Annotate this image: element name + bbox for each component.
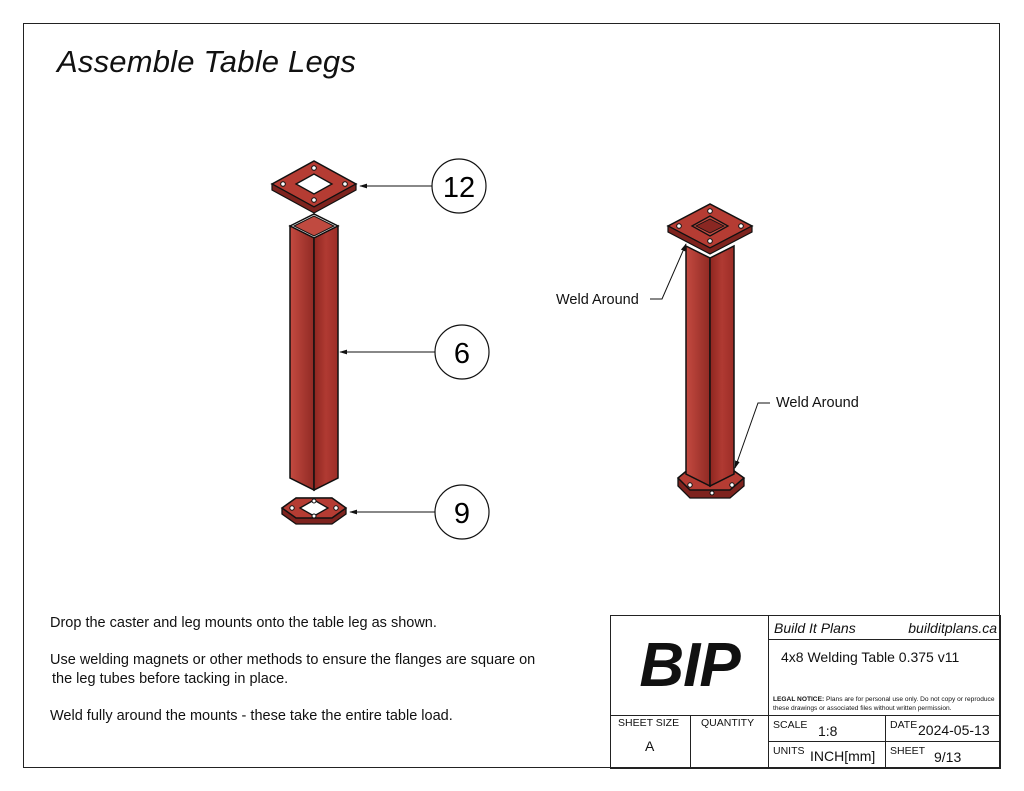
leg-tube-part [290, 214, 338, 490]
sheet-number-value: 9/13 [934, 749, 962, 765]
note-1: Drop the caster and leg mounts onto the table leg as shown. [50, 615, 437, 631]
sheet-size-value: A [645, 738, 655, 754]
description-cell [768, 639, 1001, 716]
balloon-6-label: 6 [453, 338, 471, 370]
sheet-size-label: SHEET SIZE [618, 717, 680, 729]
assembly-notes [50, 614, 610, 744]
units-label: UNITS [773, 745, 805, 757]
date-value: 2024-05-13 [918, 722, 990, 738]
title-block [610, 615, 1000, 768]
date-label: DATE [890, 719, 918, 731]
company-website: builditplans.ca [908, 620, 997, 636]
drawing-description: 4x8 Welding Table 0.375 v11 [781, 649, 960, 665]
legal-notice [773, 695, 1001, 713]
weld-leader-top [650, 244, 686, 299]
company-row [768, 615, 1001, 640]
weld-label-top: Weld Around [556, 292, 639, 308]
scale-cell [768, 715, 886, 742]
sheet-size-cell [610, 715, 691, 769]
top-flange-part [272, 161, 356, 213]
balloon-9-label: 9 [453, 498, 471, 530]
company-name: Build It Plans [774, 620, 856, 636]
units-value: INCH[mm] [810, 748, 876, 764]
weld-label-bottom: Weld Around [776, 395, 859, 411]
date-cell [885, 715, 1001, 742]
scale-label: SCALE [773, 719, 808, 731]
company-logo: BIP [610, 615, 769, 716]
sheet-number-label: SHEET [890, 745, 926, 757]
note-3: Weld fully around the mounts - these take the entire table load. [50, 708, 453, 724]
balloon-12-label: 12 [442, 172, 476, 204]
quantity-cell [690, 715, 769, 769]
page-title: Assemble Table Legs [57, 44, 357, 79]
legal-text: Plans are for personal use only. Do not copy or reproduce these drawings or associated files without written permission. [773, 696, 995, 712]
scale-value: 1:8 [818, 723, 838, 739]
units-cell [768, 741, 886, 769]
weld-leader-bottom [735, 403, 770, 468]
legal-heading: LEGAL NOTICE: [773, 696, 825, 703]
bottom-flange-part [282, 498, 346, 524]
note-2-continued: the leg tubes before tacking in place. [52, 671, 289, 687]
quantity-label: QUANTITY [701, 717, 755, 729]
note-2: Use welding magnets or other methods to ensure the flanges are square on [50, 652, 536, 668]
sheet-number-cell [885, 741, 1001, 769]
assembled-leg [668, 204, 752, 498]
